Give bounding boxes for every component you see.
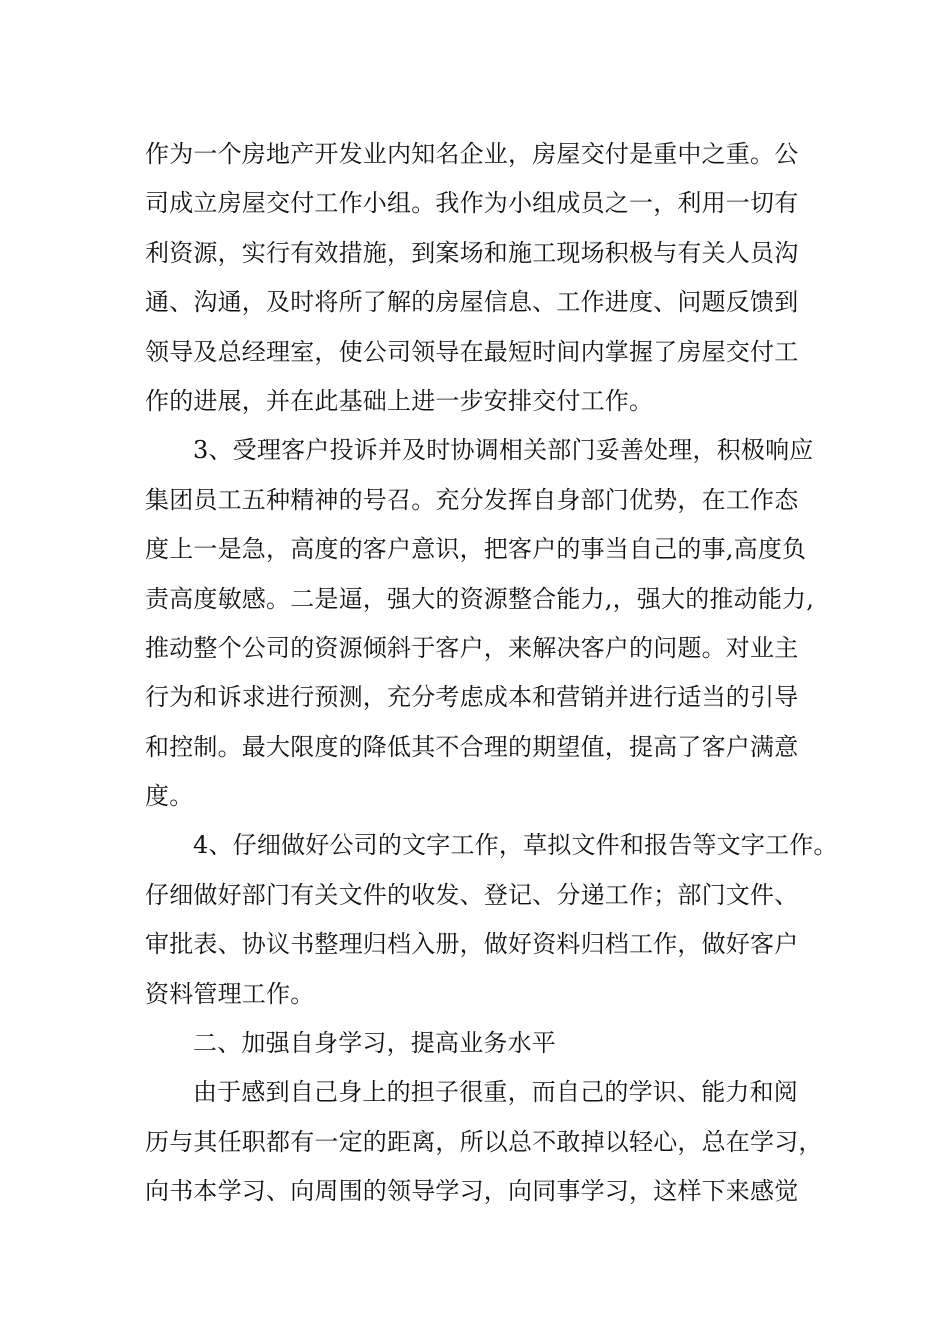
text-line: 资料管理工作。 [145,979,315,1008]
text-line: 和控制。最大限度的降低其不合理的期望值，提高了客户满意 [145,732,799,761]
document-body [145,130,838,1217]
text-line: 向书本学习、向周围的领导学习，向同事学习，这样下来感觉 [145,1177,799,1206]
text-line: 推动整个公司的资源倾斜于客户，来解决客户的问题。对业主 [145,633,799,662]
text-line: 领导及总经理室，使公司领导在最短时间内掌握了房屋交付工 [145,337,799,366]
text-line: 行为和诉求进行预测，充分考虑成本和营销并进行适当的引导 [145,683,799,712]
text-line: 历与其任职都有一定的距离，所以总不敢掉以轻心，总在学习， [145,1127,823,1156]
text-line: 作为一个房地产开发业内知名企业，房屋交付是重中之重。公 [145,140,799,168]
text-line: 责高度敏感。二是逼，强大的资源整合能力,，强大的推动能力, [145,584,815,613]
paragraph-start-line: 4、仔细做好公司的文字工作，草拟文件和报告等文字工作。 [193,831,838,860]
text-line: 度上一是急，高度的客户意识，把客户的事当自己的事,高度负 [145,535,807,564]
text-line: 审批表、协议书整理归档入册，做好资料归档工作，做好客户 [145,930,799,959]
text-line: 通、沟通，及时将所了解的房屋信息、工作进度、问题反馈到 [145,288,799,317]
paragraph-start-line: 由于感到自己身上的担子很重，而自己的学识、能力和阅 [193,1078,798,1107]
text-line: 仔细做好部门有关文件的收发、登记、分递工作；部门文件、 [145,880,799,909]
text-line: 集团员工五种精神的号召。充分发挥自身部门优势，在工作态 [145,485,799,514]
text-line: 利资源，实行有效措施，到案场和施工现场积极与有关人员沟 [145,238,799,267]
section-heading: 二、加强自身学习，提高业务水平 [193,1029,556,1058]
text-line: 司成立房屋交付工作小组。我作为小组成员之一，利用一切有 [145,189,799,218]
text-line: 度。 [145,782,194,811]
text-line: 作的进展，并在此基础上进一步安排交付工作。 [145,386,654,415]
paragraph-start-line: 3、受理客户投诉并及时协调相关部门妥善处理，积极响应 [193,436,814,465]
